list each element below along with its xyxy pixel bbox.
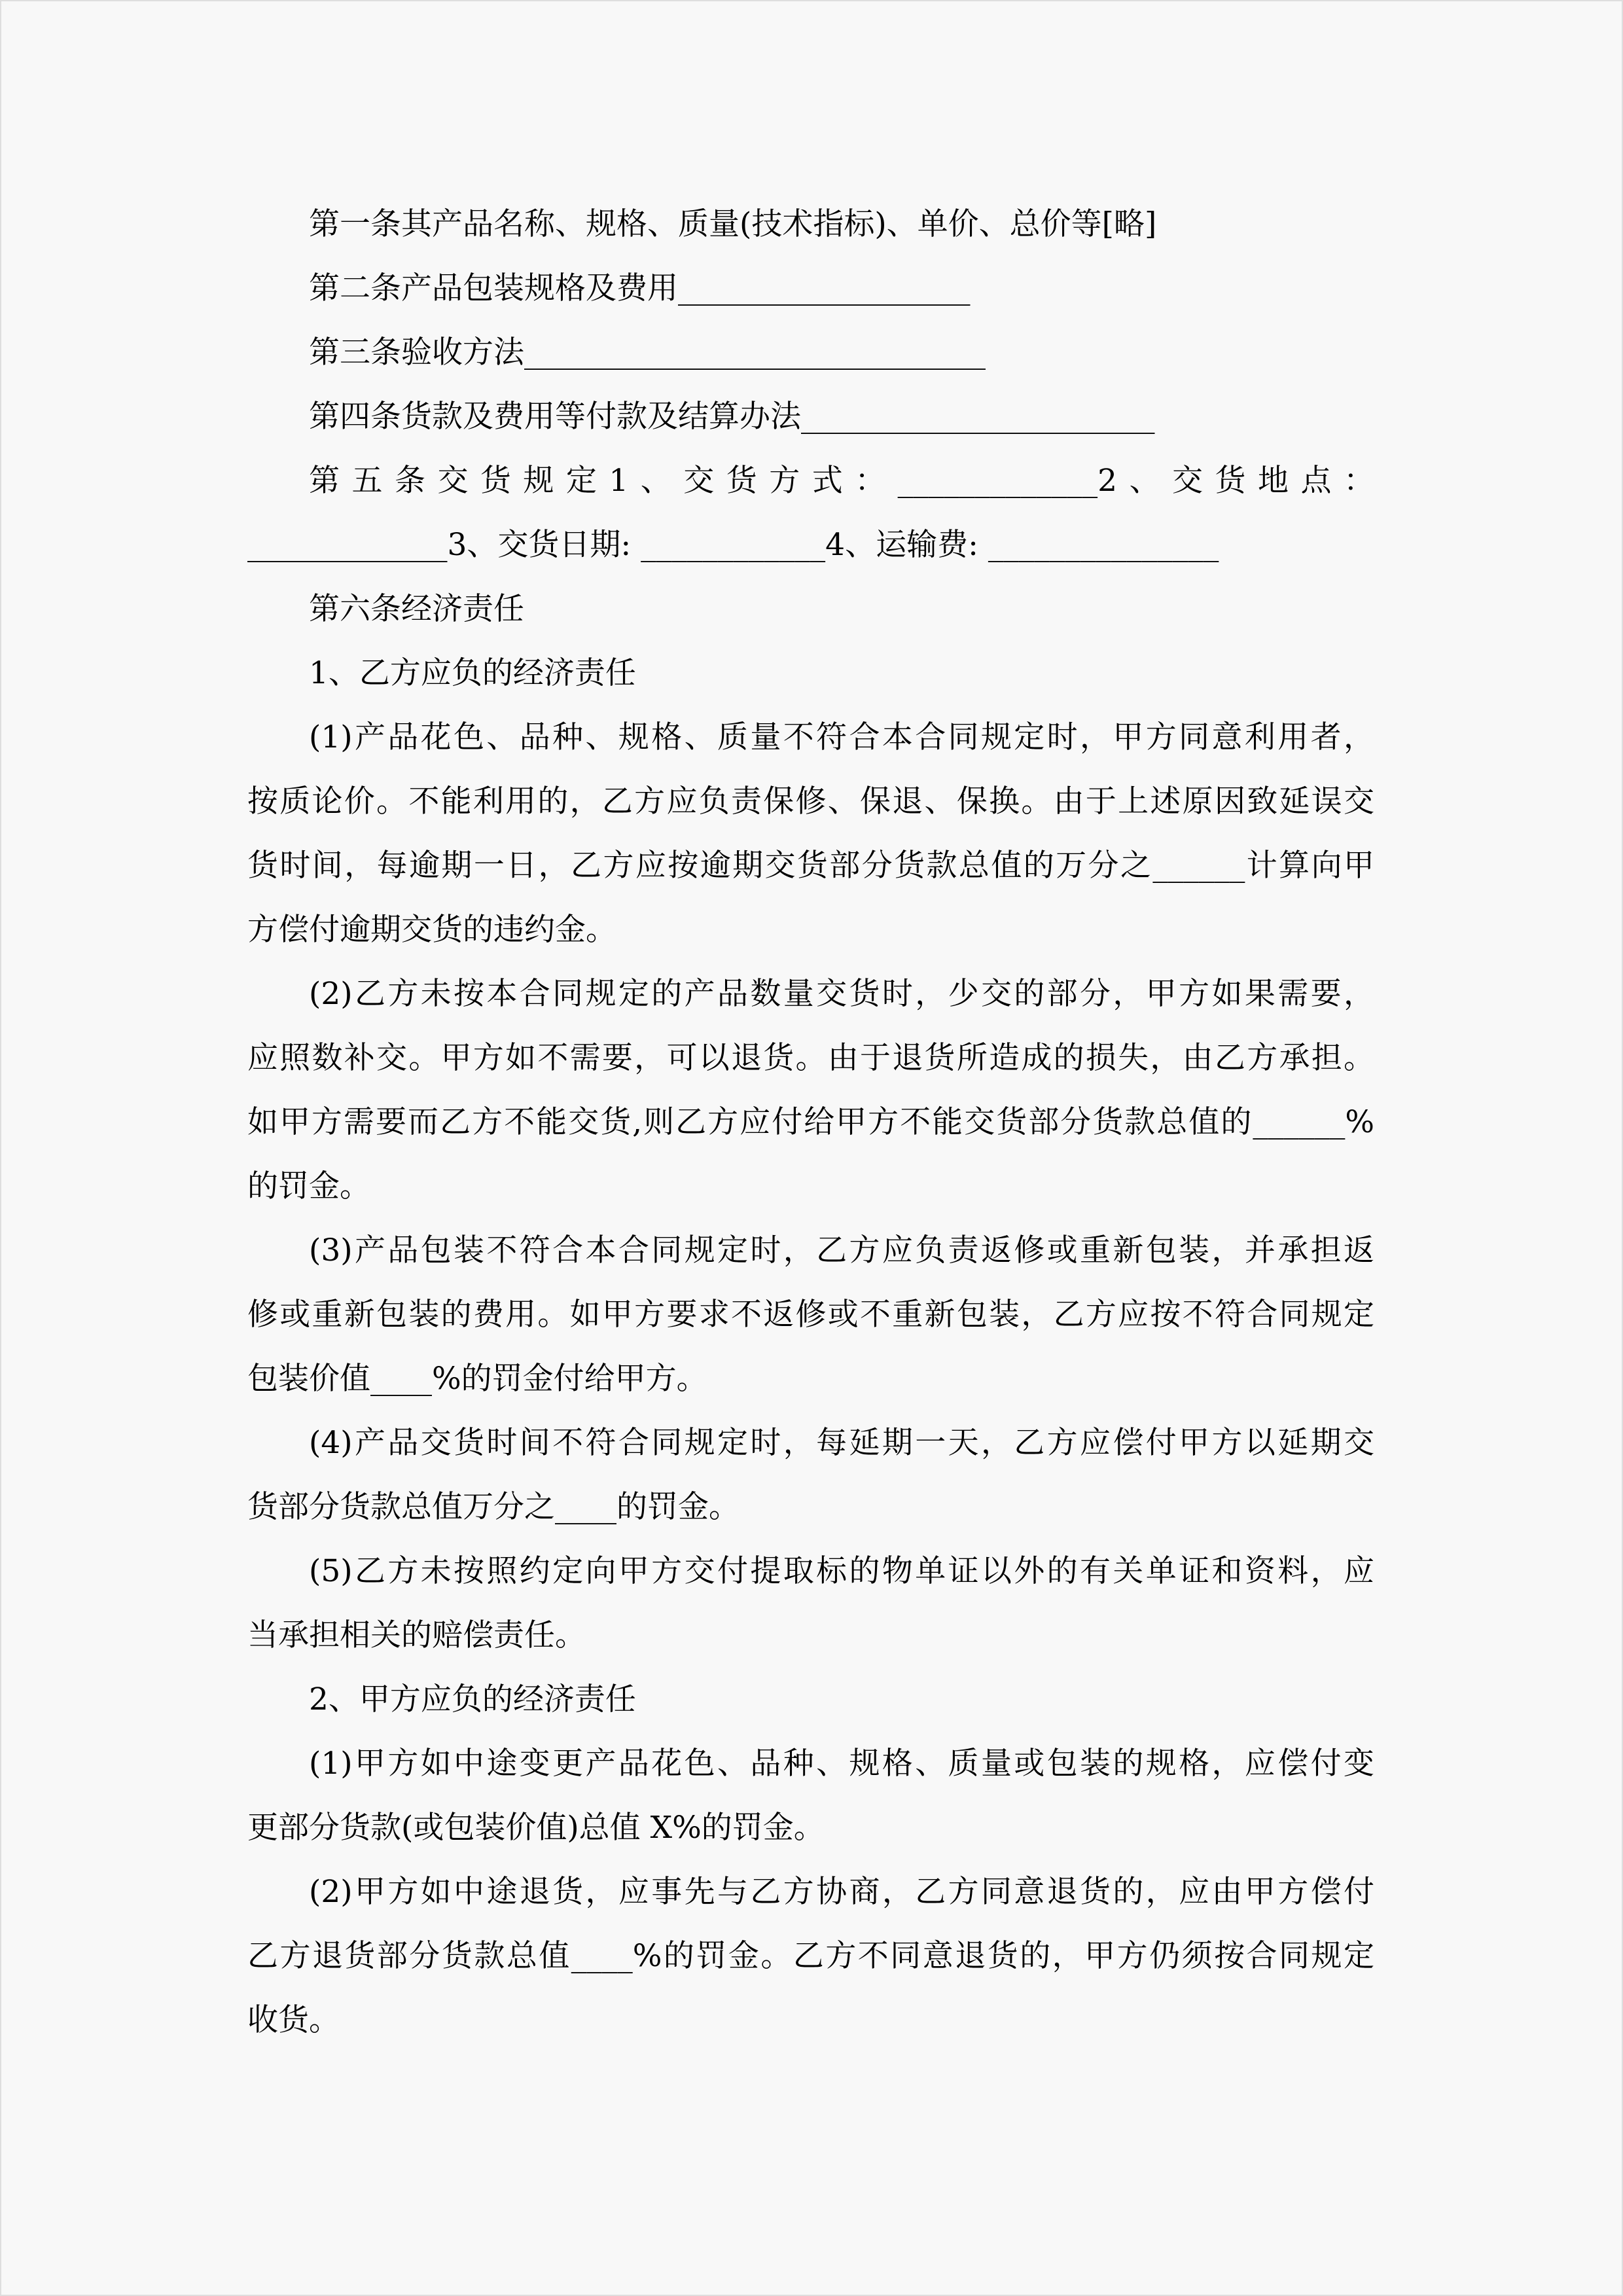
contract-line-a2-cont1: 乙方退货部分货款总值____%的罚金。乙方不同意退货的，甲方仍须按合同规定 bbox=[247, 1938, 1374, 1974]
contract-line-b4-cont1: 货部分货款总值万分之____的罚金。 bbox=[247, 1489, 740, 1525]
contract-line-b1-cont1: 按质论价。不能利用的，乙方应负责保修、保退、保换。由于上述原因致延误交 bbox=[247, 783, 1374, 819]
contract-line-b1-cont3: 方偿付逾期交货的违约金。 bbox=[247, 912, 616, 948]
contract-line-party-a-duties: 2、甲方应负的经济责任 bbox=[309, 1681, 636, 1717]
contract-line-party-b-duties: 1、乙方应负的经济责任 bbox=[309, 655, 636, 691]
contract-line-a2: (2)甲方如中途退货，应事先与乙方协商，乙方同意退货的，应由甲方偿付 bbox=[309, 1874, 1374, 1910]
contract-line-a1-cont1: 更部分货款(或包装价值)总值 X%的罚金。 bbox=[247, 1810, 825, 1846]
contract-line-b5: (5)乙方未按照约定向甲方交付提取标的物单证以外的有关单证和资料，应 bbox=[309, 1553, 1374, 1589]
contract-line-b2-cont1: 应照数补交。甲方如不需要，可以退货。由于退货所造成的损失，由乙方承担。 bbox=[247, 1040, 1374, 1076]
document-body bbox=[247, 192, 1374, 2053]
contract-line-a1: (1)甲方如中途变更产品花色、品种、规格、质量或包装的规格，应偿付变 bbox=[309, 1746, 1374, 1782]
contract-line-b2-cont3: 的罚金。 bbox=[247, 1168, 370, 1204]
contract-line-b4: (4)产品交货时间不符合同规定时，每延期一天，乙方应偿付甲方以延期交 bbox=[309, 1425, 1374, 1461]
contract-line-b5-cont1: 当承担相关的赔偿责任。 bbox=[247, 1617, 586, 1653]
contract-line-b3-cont2: 包装价值____%的罚金付给甲方。 bbox=[247, 1361, 707, 1397]
contract-line-article1: 第一条其产品名称、规格、质量(技术指标)、单价、总价等[略] bbox=[309, 206, 1157, 242]
contract-line-b2-cont2: 如甲方需要而乙方不能交货,则乙方应付给甲方不能交货部分货款总值的______% bbox=[247, 1104, 1374, 1140]
contract-line-a2-cont2: 收货。 bbox=[247, 2002, 340, 2038]
contract-line-article6: 第六条经济责任 bbox=[309, 591, 524, 627]
contract-line-b1-cont2: 货时间，每逾期一日，乙方应按逾期交货部分货款总值的万分之______计算向甲 bbox=[247, 848, 1374, 884]
contract-line-b2: (2)乙方未按本合同规定的产品数量交货时，少交的部分，甲方如果需要， bbox=[309, 976, 1374, 1012]
contract-line-b3-cont1: 修或重新包装的费用。如甲方要求不返修或不重新包装，乙方应按不符合同规定 bbox=[247, 1297, 1374, 1333]
contract-line-b1: (1)产品花色、品种、规格、质量不符合本合同规定时，甲方同意利用者， bbox=[309, 719, 1374, 755]
contract-line-b3: (3)产品包装不符合本合同规定时，乙方应负责返修或重新包装，并承担返 bbox=[309, 1232, 1374, 1268]
contract-line-article4: 第四条货款及费用等付款及结算办法_______________________ bbox=[309, 399, 1155, 435]
contract-line-article2: 第二条产品包装规格及费用___________________ bbox=[309, 270, 971, 306]
contract-line-article5-cont: _____________3、交货日期: ____________4、运输费: _______________ bbox=[247, 527, 1219, 563]
contract-line-article5: 第五条交货规定1、交货方式：_____________2、交货地点： bbox=[309, 463, 1374, 499]
contract-line-article3: 第三条验收方法______________________________ bbox=[309, 334, 986, 370]
